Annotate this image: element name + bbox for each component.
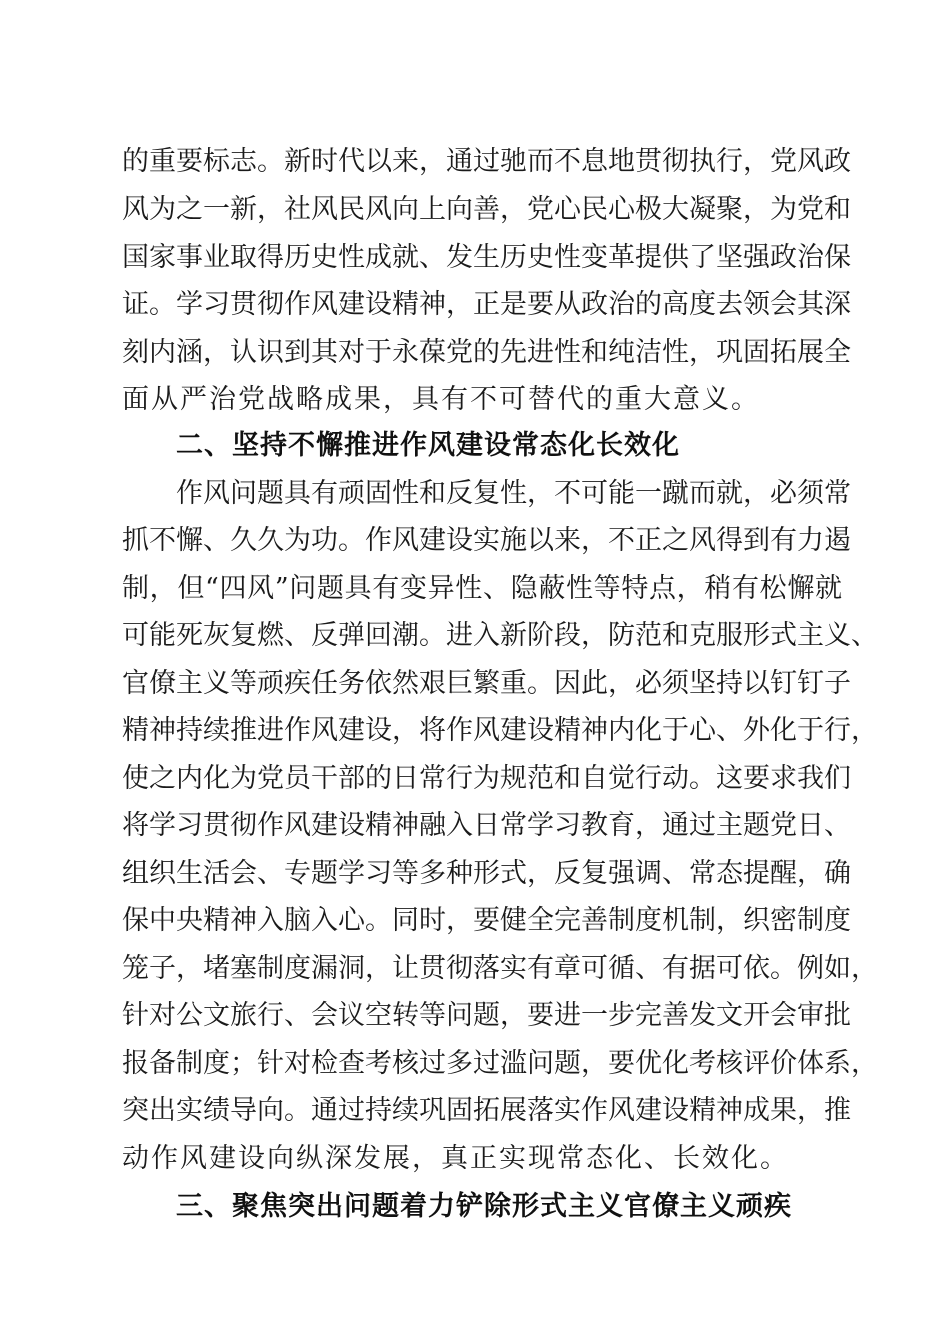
paragraph-2-line-6: 精神持续推进作风建设，将作风建设精神内化于心、外化于行，	[122, 715, 878, 746]
paragraph-2-line-9: 组织生活会、专题学习等多种形式，反复强调、常态提醒，确	[122, 858, 851, 889]
paragraph-1-line-1: 的重要标志。新时代以来，通过驰而不息地贯彻执行，党风政	[122, 146, 851, 177]
paragraph-2-line-5: 官僚主义等顽疾任务依然艰巨繁重。因此，必须坚持以钉钉子	[122, 668, 851, 699]
paragraph-2-line-3: 制，但“四风”问题具有变异性、隐蔽性等特点，稍有松懈就	[122, 573, 842, 604]
paragraph-2-line-7: 使之内化为党员干部的日常行为规范和自觉行动。这要求我们	[122, 763, 851, 794]
paragraph-2-line-10: 保中央精神入脑入心。同时，要健全完善制度机制，织密制度	[122, 905, 851, 936]
paragraph-2-line-15: 动作风建设向纵深发展，真正实现常态化、长效化。	[122, 1143, 789, 1174]
paragraph-2-line-12: 针对公文旅行、会议空转等问题，要进一步完善发文开会审批	[122, 1000, 851, 1031]
paragraph-2-line-4: 可能死灰复燃、反弹回潮。进入新阶段，防范和克服形式主义、	[122, 620, 878, 651]
paragraph-1-line-5: 刻内涵，认识到其对于永葆党的先进性和纯洁性，巩固拓展全	[122, 337, 851, 368]
paragraph-2-line-2: 抓不懈、久久为功。作风建设实施以来，不正之风得到有力遏	[122, 525, 851, 556]
paragraph-2-line-13: 报备制度；针对检查考核过多过滥问题，要优化考核评价体系，	[122, 1048, 878, 1079]
paragraph-1-line-3: 国家事业取得历史性成就、发生历史性变革提供了坚强政治保	[122, 242, 851, 273]
section-heading-3: 三、聚焦突出问题着力铲除形式主义官僚主义顽疾	[176, 1191, 792, 1222]
paragraph-2-line-8: 将学习贯彻作风建设精神融入日常学习教育，通过主题党日、	[122, 810, 851, 841]
paragraph-2-line-1: 作风问题具有顽固性和反复性，不可能一蹴而就，必须常	[176, 478, 851, 509]
paragraph-1-line-6: 面从严治党战略成果，具有不可替代的重大意义。	[122, 384, 760, 415]
paragraph-1-line-4: 证。学习贯彻作风建设精神，正是要从政治的高度去领会其深	[122, 289, 851, 320]
section-heading-2: 二、坚持不懈推进作风建设常态化长效化	[176, 430, 680, 461]
paragraph-1-line-2: 风为之一新，社风民风向上向善，党心民心极大凝聚，为党和	[122, 194, 851, 225]
paragraph-2-line-11: 笼子，堵塞制度漏洞，让贯彻落实有章可循、有据可依。例如，	[122, 953, 878, 984]
paragraph-2-line-14: 突出实绩导向。通过持续巩固拓展落实作风建设精神成果，推	[122, 1095, 851, 1126]
